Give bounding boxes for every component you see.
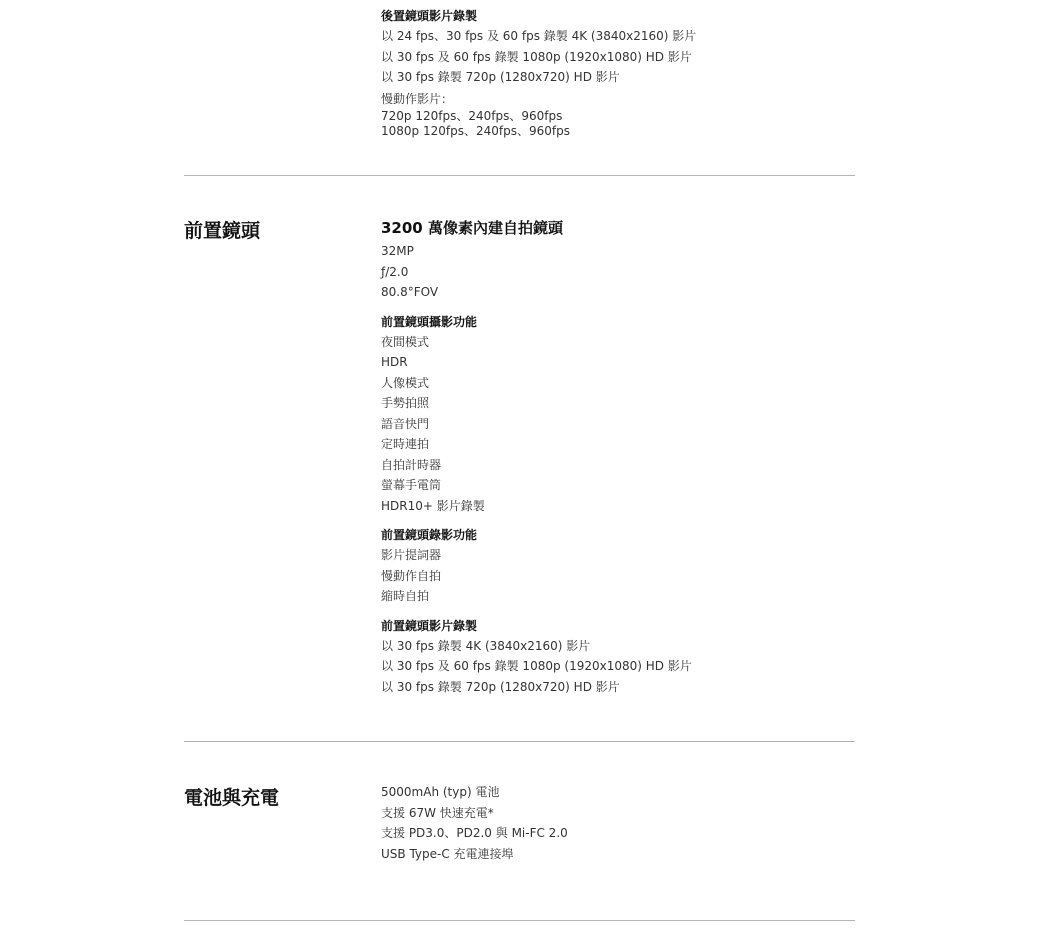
video-features-heading: 前置鏡頭錄影功能	[381, 528, 478, 542]
slowmo-label: 慢動作影片：	[381, 91, 454, 106]
rear-video-line: 以 30 fps 錄製 720p (1280x720) HD 影片	[381, 70, 620, 84]
photo-feature-item: 手勢拍照	[381, 396, 430, 410]
photo-feature-item: 螢幕手電筒	[381, 478, 442, 492]
section-divider	[184, 920, 855, 921]
battery-line: 支援 67W 快速充電*	[381, 805, 494, 820]
front-camera-heading: 3200 萬像素內建自拍鏡頭	[381, 219, 563, 237]
video-feature-item: 慢動作自拍	[381, 568, 442, 583]
section-divider	[184, 175, 855, 176]
rear-video-heading: 後置鏡頭影片錄製	[381, 9, 478, 23]
front-camera-block	[381, 217, 692, 697]
photo-features-heading: 前置鏡頭攝影功能	[381, 314, 478, 329]
front-video-line: 以 30 fps 及 60 fps 錄製 1080p (1920x1080) HD 影片	[381, 659, 692, 673]
photo-feature-item: 語音快門	[381, 416, 430, 431]
spec-item: 80.8°FOV	[381, 285, 439, 299]
spec-item: 32MP	[381, 244, 414, 258]
battery-block	[381, 782, 568, 864]
photo-feature-item: HDR	[381, 355, 408, 369]
photo-feature-item: 人像模式	[381, 375, 430, 390]
video-feature-item: 影片提詞器	[381, 548, 442, 562]
rear-video-block	[381, 6, 696, 138]
photo-feature-item: 定時連拍	[381, 437, 430, 451]
photo-feature-item: HDR10+ 影片錄製	[381, 498, 485, 513]
slowmo-line: 1080p 120fps、240fps、960fps	[381, 123, 570, 138]
battery-title: 電池與充電	[184, 787, 280, 809]
front-video-line: 以 30 fps 錄製 720p (1280x720) HD 影片	[381, 679, 620, 694]
rear-video-line: 以 24 fps、30 fps 及 60 fps 錄製 4K (3840x2160) 影片	[381, 29, 697, 43]
spec-item: ƒ/2.0	[381, 264, 409, 279]
battery-line: USB Type-C 充電連接埠	[381, 846, 514, 861]
front-video-heading: 前置鏡頭影片錄製	[381, 618, 478, 633]
photo-feature-item: 自拍計時器	[381, 457, 442, 472]
front-camera-title: 前置鏡頭	[184, 220, 261, 242]
section-divider	[184, 741, 855, 742]
slowmo-line: 720p 120fps、240fps、960fps	[381, 109, 563, 123]
photo-feature-item: 夜間模式	[381, 334, 430, 349]
rear-video-line: 以 30 fps 及 60 fps 錄製 1080p (1920x1080) HD 影片	[381, 49, 692, 64]
video-feature-item: 縮時自拍	[381, 589, 430, 603]
front-video-line: 以 30 fps 錄製 4K (3840x2160) 影片	[381, 638, 591, 653]
battery-line: 支援 PD3.0、PD2.0 與 Mi-FC 2.0	[381, 826, 568, 840]
battery-line: 5000mAh (typ) 電池	[381, 785, 500, 799]
